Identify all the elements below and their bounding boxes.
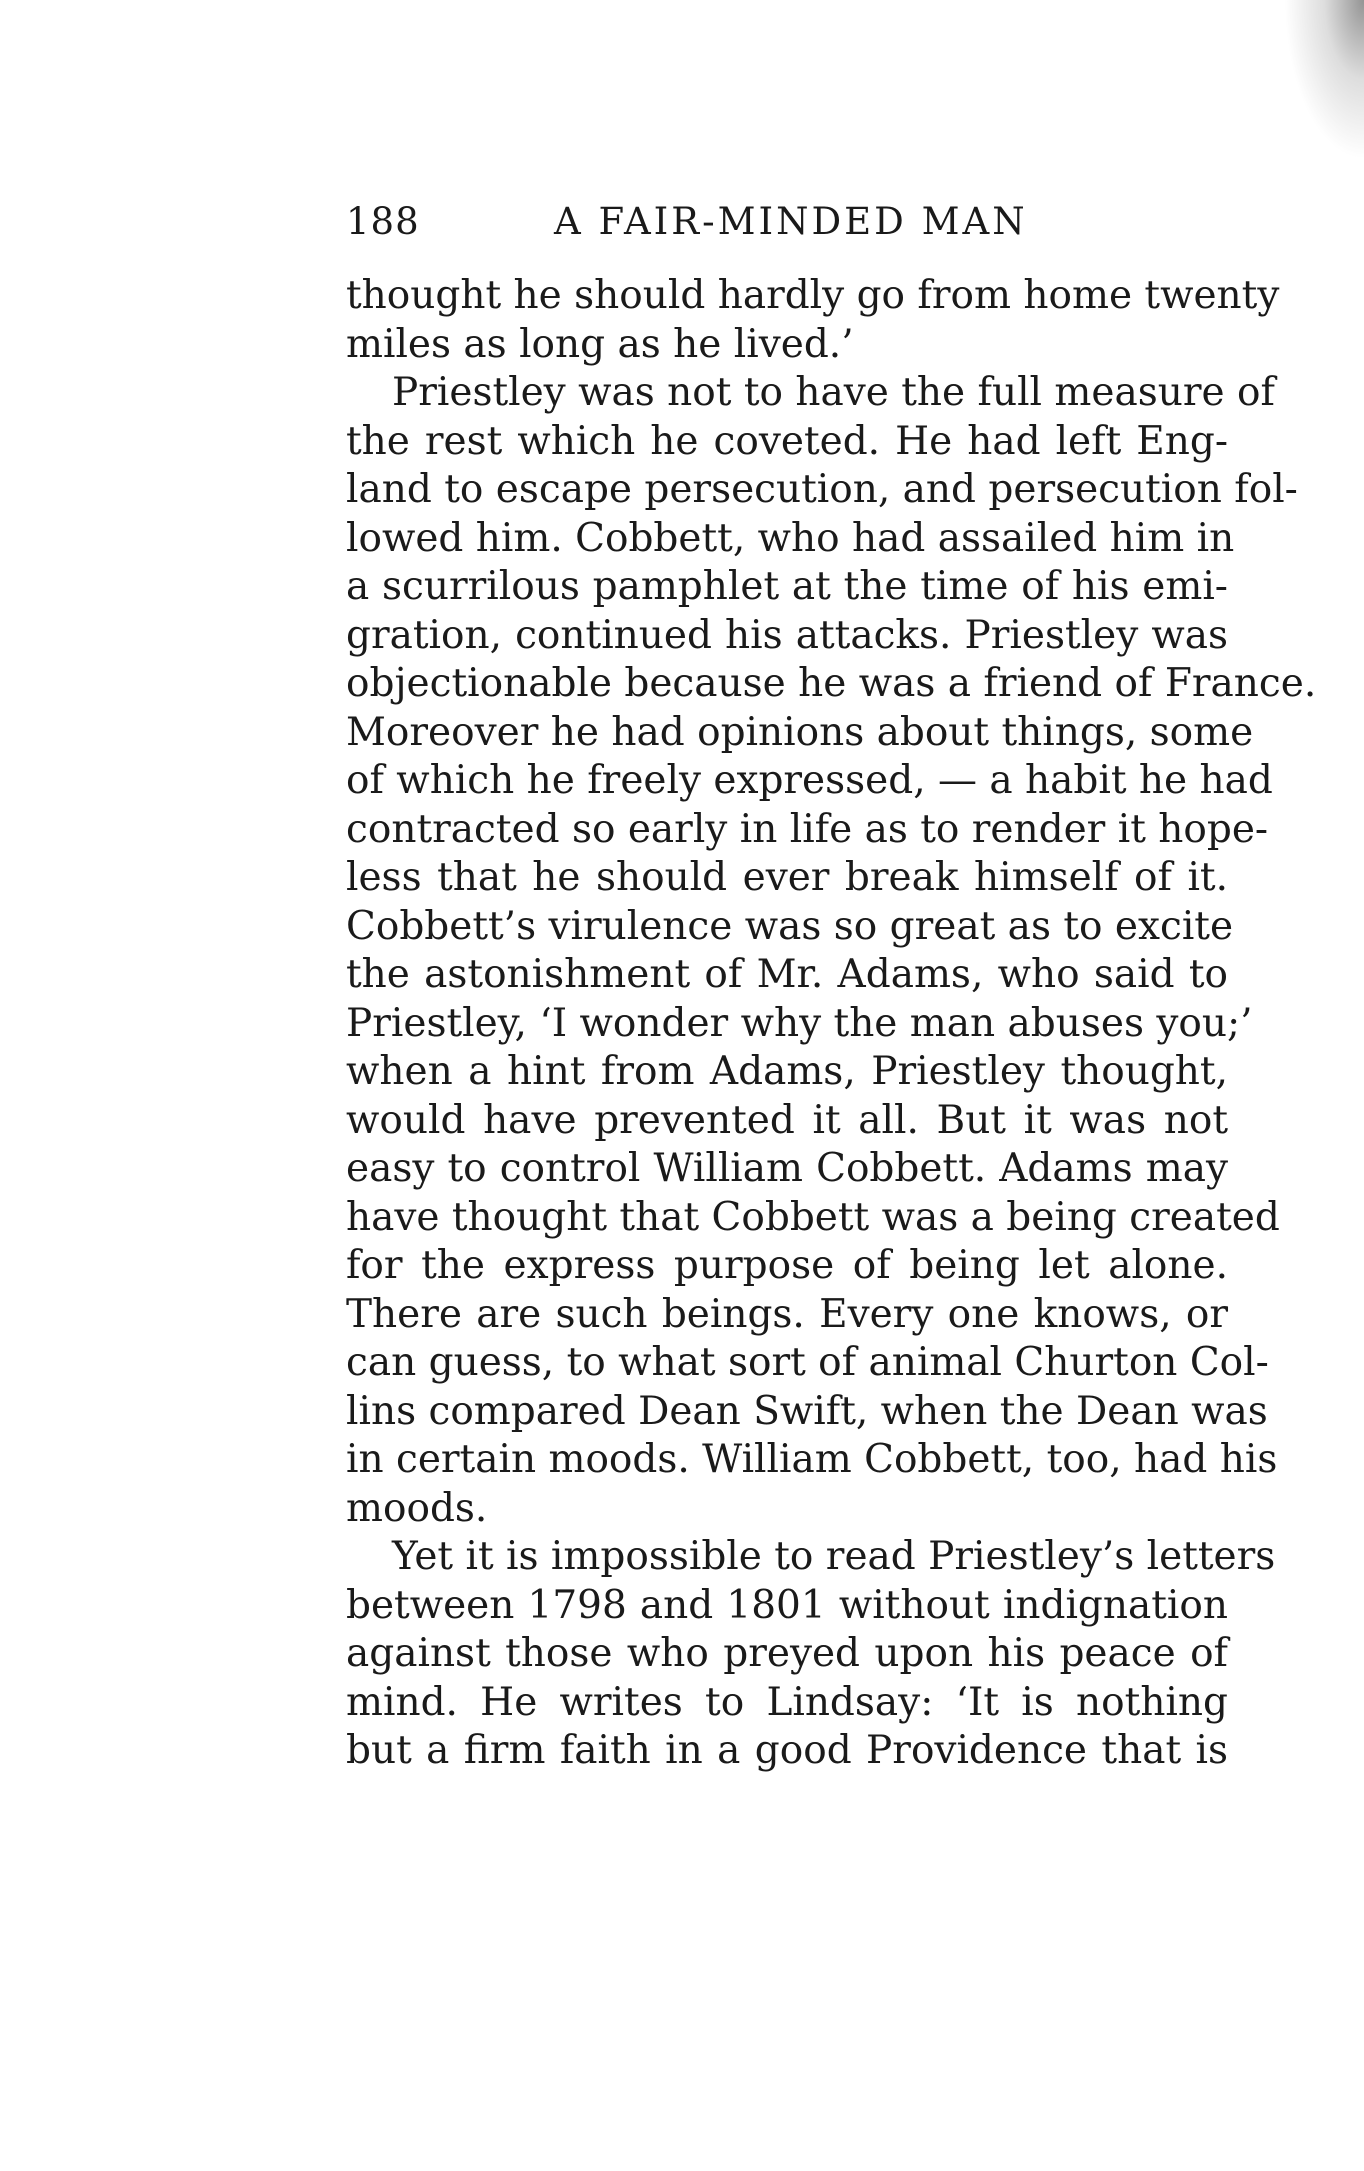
text-line: the astonishment of Mr. Adams, who said to: [346, 952, 1228, 997]
text-line: have thought that Cobbett was a being created: [346, 1194, 1280, 1240]
text-line: There are such beings. Every one knows, or: [346, 1291, 1228, 1337]
text-line: Cobbett’s virulence was so great as to excite: [346, 903, 1234, 949]
text-line: miles as long as he lived.’: [346, 321, 854, 367]
text-line: objectionable because he was a friend of France.: [346, 661, 1317, 706]
text-line: of which he freely expressed, — a habit he had: [346, 758, 1273, 803]
scan-smudge: [1284, 0, 1364, 160]
text-line: contracted so early in life as to render it hope-: [346, 806, 1269, 852]
page-header: [346, 200, 1226, 248]
text-line: in certain moods. William Cobbett, too, had his: [346, 1437, 1278, 1482]
text-line: easy to control William Cobbett. Adams may: [346, 1146, 1228, 1191]
page-number: 188: [346, 200, 420, 243]
text-line: lowed him. Cobbett, who had assailed him in: [346, 515, 1235, 561]
text-line: when a hint from Adams, Priestley thought,: [346, 1049, 1228, 1094]
text-line: for the express purpose of being let alone.: [346, 1243, 1228, 1288]
body-text: [346, 272, 1317, 1776]
text-line: would have prevented it all. But it was not: [346, 1097, 1228, 1143]
text-line: lins compared Dean Swift, when the Dean was: [346, 1388, 1268, 1434]
text-line: less that he should ever break himself of it.: [346, 855, 1228, 900]
text-line: moods.: [346, 1485, 488, 1531]
text-line: land to escape persecution, and persecution fol-: [346, 467, 1298, 512]
text-line: Yet it is impossible to read Priestley’s letters: [392, 1534, 1276, 1579]
text-line: gration, continued his attacks. Priestley was: [346, 612, 1228, 658]
text-line: mind. He writes to Lindsay: ‘It is nothing: [346, 1679, 1228, 1725]
text-line: Priestley was not to have the full measure of: [392, 370, 1275, 415]
text-line: can guess, to what sort of animal Churton Col-: [346, 1340, 1269, 1385]
running-head: A FAIR-MINDED MAN: [554, 200, 1028, 243]
text-line: Priestley, ‘I wonder why the man abuses you;’: [346, 1000, 1253, 1046]
text-line: a scurrilous pamphlet at the time of his emi-: [346, 564, 1228, 609]
text-line: Moreover he had opinions about things, some: [346, 709, 1254, 755]
text-line: between 1798 and 1801 without indignation: [346, 1582, 1228, 1628]
text-line: thought he should hardly go from home twenty: [346, 273, 1280, 318]
text-line: the rest which he coveted. He had left Eng-: [346, 418, 1228, 464]
text-line: but a firm faith in a good Providence that is: [346, 1728, 1228, 1773]
text-line: against those who preyed upon his peace of: [346, 1631, 1228, 1676]
